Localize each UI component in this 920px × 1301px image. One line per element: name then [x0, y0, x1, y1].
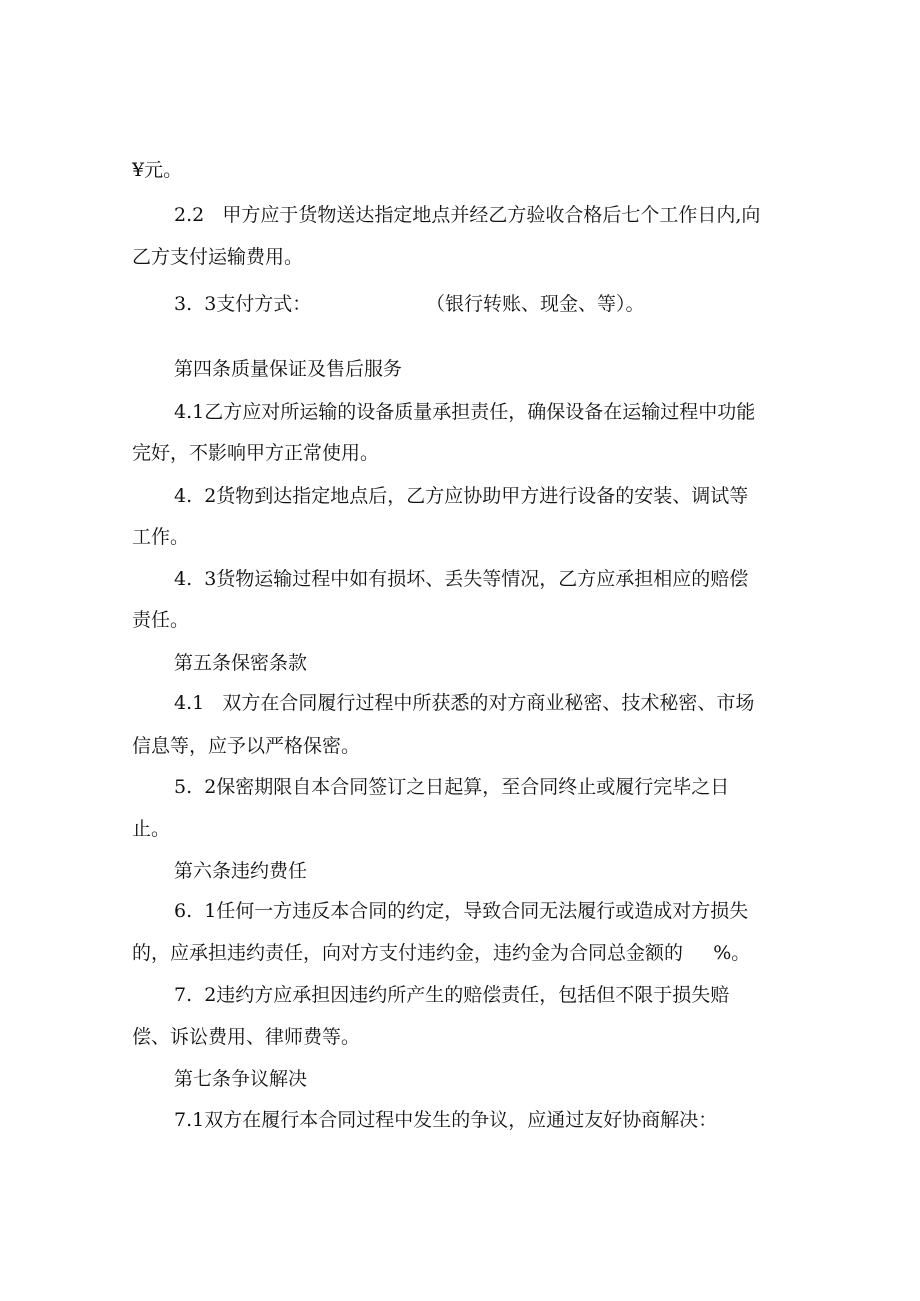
section-heading: 第五条保密条款: [174, 652, 308, 674]
section-heading: 第四条质量保证及售后服务: [174, 358, 403, 380]
text-line: 工作。: [132, 526, 190, 548]
text-line: 4. 2货物到达指定地点后，乙方应协助甲方进行设备的安装、调试等: [174, 485, 749, 507]
text-line: 完好，不影响甲方正常使用。: [132, 442, 380, 464]
text-line: 4.1 双方在合同履行过程中所获悉的对方商业秘密、技术秘密、市场: [174, 692, 755, 714]
text-line: 5. 2保密期限自本合同签订之日起算，至合同终止或履行完毕之日: [174, 776, 730, 798]
section-heading: 第七条争议解决: [174, 1068, 308, 1090]
text-line: 2.2 甲方应于货物送达指定地点并经乙方验收合格后七个工作日内,向: [174, 204, 761, 226]
text-line: 4.1乙方应对所运输的设备质量承担责任，确保设备在运输过程中功能: [174, 401, 756, 423]
text-line: 4. 3货物运输过程中如有损坏、丢失等情况，乙方应承担相应的赔偿: [174, 568, 749, 590]
text-line: 责任。: [132, 609, 190, 631]
text-line: 止。: [132, 818, 171, 840]
section-heading: 第六条违约费任: [174, 860, 308, 882]
text-line: 7.1双方在履行本合同过程中发生的争议，应通过友好协商解决：: [174, 1109, 718, 1131]
text-line: 信息等，应予以严格保密。: [132, 735, 361, 757]
text-line: 乙方支付运输费用。: [132, 246, 304, 268]
text-line: 的，应承担违约责任，向对方支付违约金，违约金为合同总金额的 %。: [132, 942, 751, 964]
text-line: 6. 1任何一方违反本合同的约定，导致合同无法履行或造成对方损失: [174, 900, 749, 922]
text-line: 7. 2违约方应承担因违约所产生的赔偿责任，包括但不限于损失赔: [174, 984, 730, 1006]
text-line: ¥元。: [132, 159, 183, 181]
text-line: 偿、诉讼费用、律师费等。: [132, 1026, 361, 1048]
text-line: 3. 3支付方式： （银行转账、现金、等）。: [174, 293, 645, 315]
